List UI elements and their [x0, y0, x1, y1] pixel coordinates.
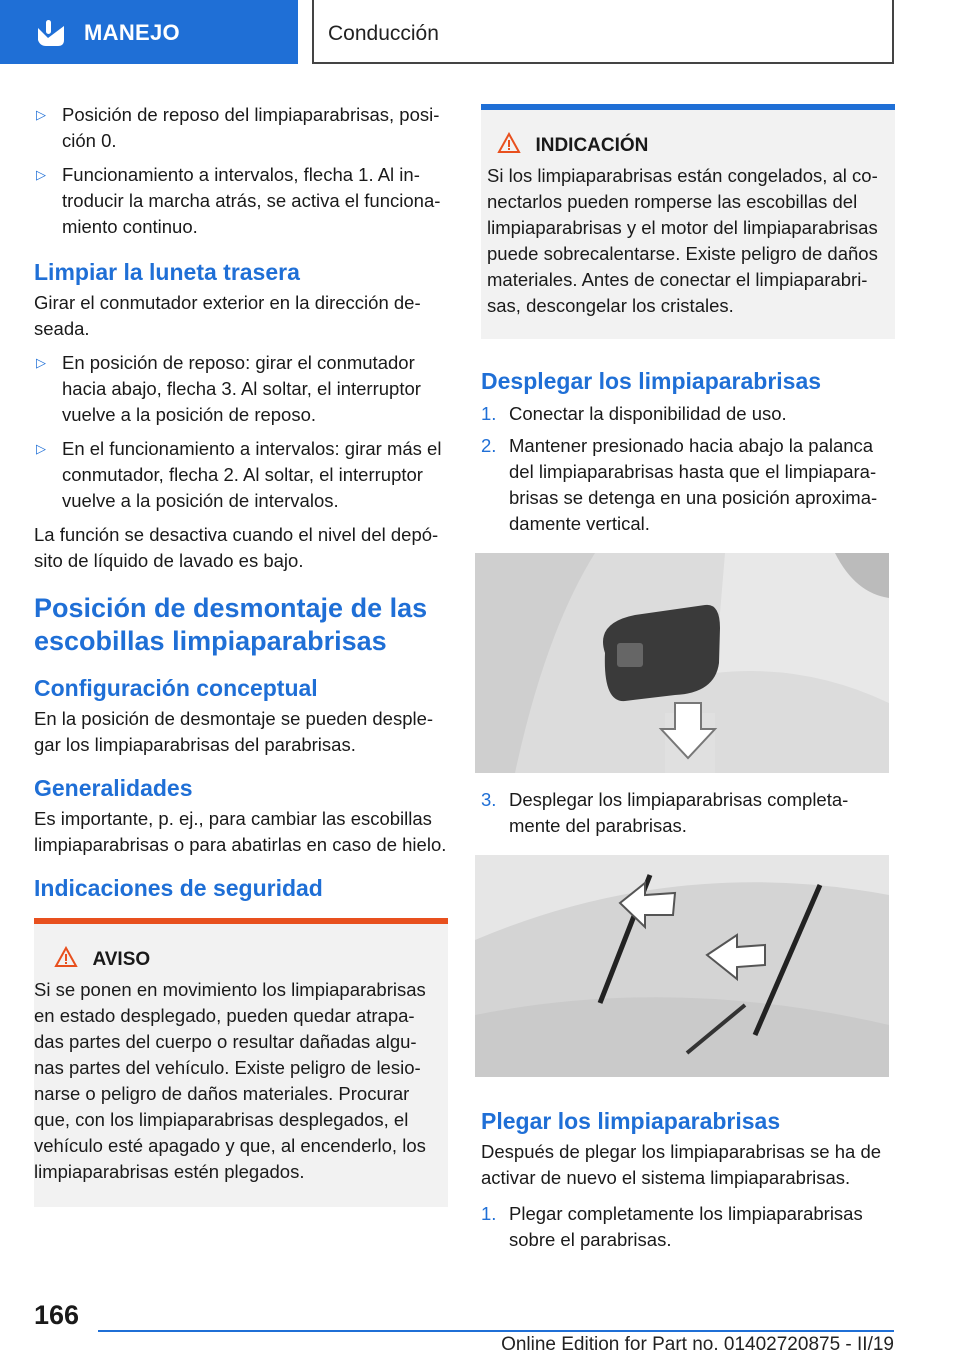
- warning-box: [34, 918, 448, 1207]
- notice-title: INDICACIÓN: [535, 135, 649, 156]
- warning-triangle-icon: [54, 946, 78, 968]
- triangle-bullet-icon: ▷: [36, 167, 46, 182]
- paragraph: Es importante, p. ej., para cambiar las escobillas limpiaparabrisas o para abatirlas en caso de hielo.: [34, 808, 447, 855]
- list-item: 1. Conectar la disponibilidad de uso.: [481, 403, 787, 424]
- subheading: Configuración conceptual: [34, 675, 318, 701]
- main-heading: Posición de desmontaje de las escobillas limpiaparabrisas: [34, 593, 428, 656]
- windshield-wipers-illustration: [475, 855, 889, 1077]
- list-item: 1. Plegar completamente los limpiaparabrisas sobre el parabrisas.: [481, 1203, 863, 1250]
- section-tab: [0, 0, 298, 64]
- page-number: 166: [34, 1300, 80, 1330]
- footer-edition: Online Edition for Part no. 01402720875 - II/19: [501, 1334, 894, 1355]
- paragraph: Después de plegar los limpiaparabrisas se ha de activar de nuevo el sistema limpiaparabrisas.: [481, 1141, 882, 1188]
- steering-hand-icon: [34, 16, 68, 50]
- section-heading: Limpiar la luneta trasera: [34, 259, 300, 285]
- section-heading: Desplegar los limpiaparabrisas: [481, 368, 822, 394]
- chapter-header: [312, 0, 894, 64]
- list-item: 2. Mantener presionado hacia abajo la palanca del limpiaparabrisas hasta que el limpiapara-brisas se detenga en una posición aproxima-damente vertical.: [481, 435, 878, 534]
- right-column: [481, 104, 895, 1253]
- chapter-title: Conducción: [328, 22, 439, 45]
- warning-text: Si se ponen en movimiento los limpiaparabrisas en estado desplegado, pueden quedar atrapa-das partes del cuerpo o resultar dañadas algu-nas partes del vehículo. Existe peligro de lesio-narse o peligro de daños materiales. Procurar que, con los limpiaparabrisas desplegados, el vehículo esté apagado y que, al encenderlo, los limpiaparabrisas estén plegados.: [34, 979, 426, 1182]
- subheading: Generalidades: [34, 775, 193, 801]
- triangle-bullet-icon: ▷: [36, 355, 46, 370]
- notice-box: [481, 104, 895, 339]
- wiper-lever-illustration: [475, 553, 889, 773]
- list-item: ▷ En el funcionamiento a intervalos: girar más el conmutador, flecha 2. Al soltar, el interruptor vuelve a la posición de intervalos.: [36, 438, 442, 511]
- left-column: [34, 102, 448, 1207]
- paragraph: Girar el conmutador exterior en la dirección de-seada.: [34, 292, 421, 339]
- paragraph: La función se desactiva cuando el nivel del depó-sito de líquido de lavado es bajo.: [34, 524, 439, 571]
- triangle-bullet-icon: ▷: [36, 107, 46, 122]
- triangle-bullet-icon: ▷: [36, 441, 46, 456]
- notice-text: Si los limpiaparabrisas están congelados, al co-nectarlos pueden romperse las escobillas del limpiaparabrisas y el motor del limpiaparabrisas puede sobrecalentarse. Existe peligro de daños materiales. Antes de conectar el limpiaparabri-sas, descongelar los cristales.: [487, 165, 878, 316]
- warning-triangle-icon: [497, 132, 521, 154]
- list-item: ▷ En posición de reposo: girar el conmutador hacia abajo, flecha 3. Al soltar, el interruptor vuelve a la posición de reposo.: [36, 352, 421, 425]
- paragraph: En la posición de desmontaje se pueden desple-gar los limpiaparabrisas del parabrisas.: [34, 708, 434, 755]
- section-heading: Plegar los limpiaparabrisas: [481, 1108, 781, 1134]
- footer-divider: [98, 1330, 894, 1332]
- section-title: MANEJO: [84, 20, 180, 45]
- list-item: ▷ Posición de reposo del limpiaparabrisas, posi-ción 0.: [36, 104, 440, 151]
- subheading: Indicaciones de seguridad: [34, 875, 323, 901]
- list-item: ▷ Funcionamiento a intervalos, flecha 1. Al in-troducir la marcha atrás, se activa el funciona-miento continuo.: [36, 164, 441, 237]
- list-item: 3. Desplegar los limpiaparabrisas completa-mente del parabrisas.: [481, 789, 849, 836]
- warning-title: AVISO: [92, 949, 151, 970]
